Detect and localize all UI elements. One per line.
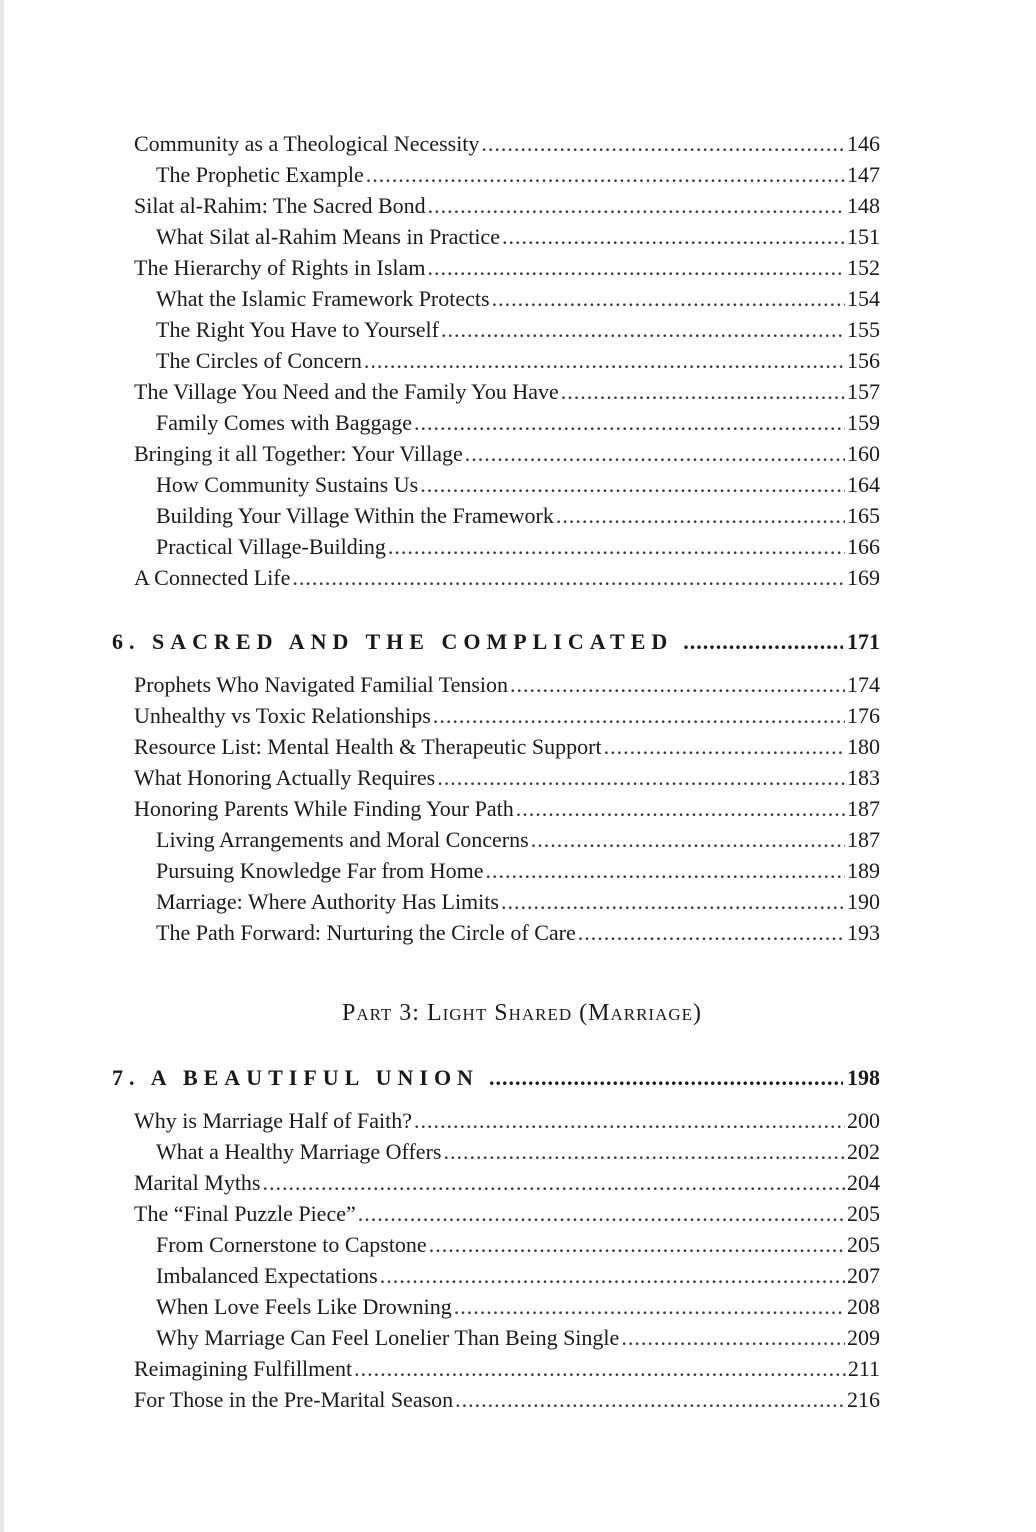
toc-entry-page: 208 [847,1294,880,1319]
toc-entry [134,128,880,159]
toc-subentry [156,314,880,345]
dot-leader [561,376,845,407]
chapter-page: 198 [847,1065,880,1090]
dot-leader [556,500,845,531]
toc-entry-title: The Prophetic Example [156,162,364,187]
toc-entry-page: 164 [847,472,880,497]
dot-leader [364,345,845,376]
toc-entry-title: A Connected Life [134,565,291,590]
toc-subentry [156,159,880,190]
part-heading: Part 3: Light Shared (Marriage) [341,1000,703,1026]
toc-entry-title: Resource List: Mental Health & Therapeutic Support [134,734,602,759]
toc-subentry [156,1322,880,1353]
toc-entry [134,1198,880,1229]
toc-entry [134,252,880,283]
dot-leader [621,1322,845,1353]
toc-entry-title: What a Healthy Marriage Offers [156,1139,442,1164]
dot-leader [427,252,845,283]
toc-entry-title: From Cornerstone to Capstone [156,1232,427,1257]
dot-leader [683,626,843,658]
dot-leader [492,283,845,314]
toc-subentry [156,886,880,917]
dot-leader [354,1353,846,1384]
dot-leader [292,562,845,593]
dot-leader [358,1198,845,1229]
toc-entry-page: 205 [847,1232,880,1257]
dot-leader [516,793,845,824]
dot-leader [414,407,845,438]
toc-entry-page: 148 [847,193,880,218]
toc-entry-title: Prophets Who Navigated Familial Tension [134,672,509,697]
toc-entry-page: 155 [847,317,880,342]
toc-entry-page: 147 [847,162,880,187]
dot-leader [454,1291,845,1322]
toc-entry-title: Pursuing Knowledge Far from Home [156,858,484,883]
toc-entry-title: The Path Forward: Nurturing the Circle of Care [156,920,576,945]
toc-entry-title: Marriage: Where Authority Has Limits [156,889,499,914]
toc-subentry [156,1136,880,1167]
dot-leader [420,469,845,500]
toc-subentry [156,917,880,948]
toc-entry [134,1105,880,1136]
toc-entry-page: 209 [847,1325,880,1350]
toc-subentry [156,500,880,531]
toc-entry [134,190,880,221]
toc-entry-title: Bringing it all Together: Your Village [134,441,463,466]
toc-entry-title: Reimagining Fulfillment [134,1356,353,1381]
toc-entry-title: What Silat al-Rahim Means in Practice [156,224,500,249]
dot-leader [437,762,845,793]
dot-leader [263,1167,846,1198]
chapter-heading [112,1062,880,1094]
dot-leader [433,700,845,731]
toc-entry-page: 154 [847,286,880,311]
toc-entry [134,562,880,593]
toc-entry-page: 146 [847,131,880,156]
dot-leader [414,1105,845,1136]
toc-entry-page: 204 [847,1170,880,1195]
toc-entry-page: 207 [847,1263,880,1288]
dot-leader [388,531,845,562]
toc-entry-page: 193 [847,920,880,945]
dot-leader [380,1260,845,1291]
toc-entry-page: 169 [847,565,880,590]
dot-leader [366,159,845,190]
toc-entry-title: Imbalanced Expectations [156,1263,378,1288]
dot-leader [486,855,845,886]
dot-leader [428,190,845,221]
toc-subentry [156,855,880,886]
toc-entry-title: Silat al-Rahim: The Sacred Bond [134,193,426,218]
toc-entry-title: Why Marriage Can Feel Lonelier Than Being Single [156,1325,620,1350]
toc-entry-title: Community as a Theological Necessity [134,131,480,156]
toc-entry-title: Marital Myths [134,1170,261,1195]
toc-entry-title: Family Comes with Baggage [156,410,413,435]
chapter-heading [112,626,880,658]
dot-leader [510,669,845,700]
dot-leader [502,221,845,252]
toc-entry-page: 174 [847,672,880,697]
toc-entry-title: When Love Feels Like Drowning [156,1294,452,1319]
toc-entry-page: 200 [847,1108,880,1133]
toc-entry-title: Unhealthy vs Toxic Relationships [134,703,431,728]
toc-entry-page: 176 [847,703,880,728]
toc-entry-title: Honoring Parents While Finding Your Path [134,796,514,821]
toc-subentry [156,283,880,314]
toc-entry-page: 156 [847,348,880,373]
toc-entry [134,700,880,731]
dot-leader [455,1384,845,1415]
dot-leader [489,1062,843,1094]
toc-entry-title: The Hierarchy of Rights in Islam [134,255,426,280]
toc-subentry [156,1291,880,1322]
toc-entry-title: Building Your Village Within the Framework [156,503,554,528]
dot-leader [481,128,845,159]
toc-entry-title: Living Arrangements and Moral Concerns [156,827,529,852]
toc-entry-page: 160 [847,441,880,466]
dot-leader [531,824,845,855]
toc-entry-title: The “Final Puzzle Piece” [134,1201,356,1226]
toc-entry-title: Practical Village-Building [156,534,386,559]
toc-entry [134,793,880,824]
toc-subentry [156,1260,880,1291]
toc-entry-page: 152 [847,255,880,280]
toc-entry-page: 205 [847,1201,880,1226]
dot-leader [604,731,845,762]
toc-entry-page: 189 [847,858,880,883]
toc-entry [134,1353,880,1384]
dot-leader [441,314,845,345]
toc-subentry [156,824,880,855]
toc-entry-page: 202 [847,1139,880,1164]
toc-entry-page: 211 [847,1356,880,1381]
toc-entry [134,1384,880,1415]
toc-entry [134,762,880,793]
toc-entry-page: 180 [847,734,880,759]
toc-entry-title: What the Islamic Framework Protects [156,286,490,311]
toc-entry-page: 157 [847,379,880,404]
toc-subentry [156,1229,880,1260]
dot-leader [465,438,845,469]
toc-entry-title: The Village You Need and the Family You Have [134,379,559,404]
toc-entry-page: 183 [847,765,880,790]
toc-subentry [156,531,880,562]
toc-entry-page: 216 [847,1387,880,1412]
toc-entry-title: Why is Marriage Half of Faith? [134,1108,412,1133]
chapter-title: 6. SACRED AND THE COMPLICATED [112,629,674,654]
toc-entry [134,1167,880,1198]
toc-entry-page: 187 [847,827,880,852]
dot-leader [501,886,845,917]
toc-entry-page: 190 [847,889,880,914]
dot-leader [578,917,845,948]
toc-entry-title: What Honoring Actually Requires [134,765,436,790]
toc-entry [134,731,880,762]
toc-entry-title: For Those in the Pre-Marital Season [134,1387,454,1412]
toc-entry-page: 166 [847,534,880,559]
toc-entry-title: The Circles of Concern [156,348,362,373]
toc-entry-page: 187 [847,796,880,821]
chapter-title: 7. A BEAUTIFUL UNION [112,1065,479,1090]
toc-subentry [156,407,880,438]
toc-entry-title: The Right You Have to Yourself [156,317,439,342]
toc-subentry [156,469,880,500]
toc-entry-page: 165 [847,503,880,528]
toc-entry [134,669,880,700]
toc-entry-page: 151 [847,224,880,249]
dot-leader [429,1229,845,1260]
toc-entry-page: 159 [847,410,880,435]
toc-entry [134,376,880,407]
chapter-page: 171 [847,629,880,654]
toc-subentry [156,221,880,252]
dot-leader [443,1136,845,1167]
toc-entry [134,438,880,469]
toc-subentry [156,345,880,376]
toc-entry-title: How Community Sustains Us [156,472,419,497]
